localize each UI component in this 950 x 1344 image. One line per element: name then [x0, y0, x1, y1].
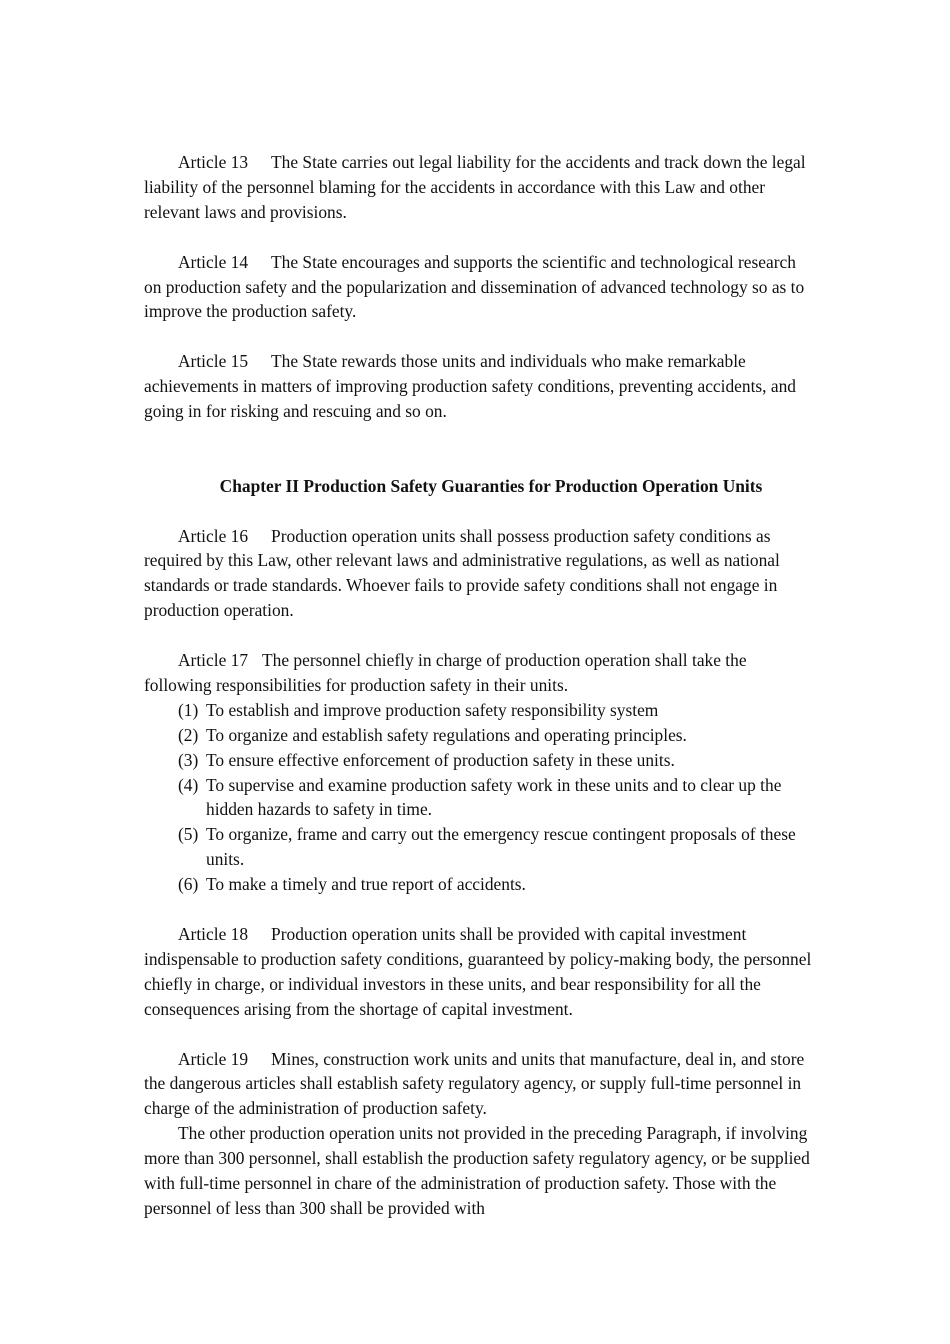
list-number: (3) [178, 749, 199, 770]
document-page [144, 150, 814, 1221]
list-item [144, 872, 814, 897]
article-19 [144, 1047, 814, 1122]
article-label: Article 14 [178, 251, 249, 272]
responsibility-list [144, 698, 814, 897]
article-label: Article 15 [178, 351, 249, 372]
list-item [144, 748, 814, 773]
article-19-paragraph-2: The other production operation units not provided in the preceding Paragraph, if involving more than 300 personnel, shall establish the production safety regulatory agency, or be supplied with full-time personnel in chare of the administration of production safety. Those with the personnel of less than 300 shall be provided with [144, 1123, 810, 1218]
list-text: To establish and improve production safety responsibility system [206, 699, 659, 720]
article-17 [144, 648, 814, 698]
article-13 [144, 150, 814, 225]
list-text: To organize and establish safety regulations and operating principles. [206, 724, 687, 745]
article-label: Article 13 [178, 152, 249, 172]
list-number: (5) [178, 824, 199, 845]
list-item [144, 723, 814, 748]
article-14 [144, 250, 814, 325]
list-text: To make a timely and true report of accidents. [206, 874, 526, 895]
article-text: Production operation units shall possess production safety conditions as required by this Law, other relevant laws and administrative regulations, as well as national standards or trade standards. Whoever fails to provide safety conditions shall not engage in production operation. [144, 525, 780, 621]
article-text: The State carries out legal liability for the accidents and track down the legal liability of the personnel blaming for the accidents in accordance with this Law and other relevant laws and provisions. [144, 152, 806, 222]
article-label: Article 17 [178, 650, 249, 671]
article-text: The personnel chiefly in charge of production operation shall take the following responsibilities for production safety in their units. [144, 650, 747, 695]
list-text: To organize, frame and carry out the emergency rescue contingent proposals of these units. [206, 824, 796, 870]
article-text: Production operation units shall be provided with capital investment indispensable to production safety conditions, guaranteed by policy-making body, the personnel chiefly in charge, or individual investors in these units, and bear responsibility for all the consequences arising from the shortage of capital investment. [144, 924, 812, 1019]
article-16 [144, 524, 814, 624]
article-label: Article 19 [178, 1048, 249, 1069]
list-item [144, 822, 814, 872]
list-number: (1) [178, 699, 199, 720]
article-15 [144, 349, 814, 424]
list-item [144, 773, 814, 823]
article-label: Article 18 [178, 924, 249, 944]
article-label: Article 16 [178, 525, 249, 546]
article-text: Mines, construction work units and units that manufacture, deal in, and store the dangerous articles shall establish safety regulatory agency, or supply full-time personnel in charge of the administration of production safety. [144, 1048, 805, 1119]
list-item [144, 698, 814, 723]
list-text: To supervise and examine production safety work in these units and to clear up the hidden hazards to safety in time. [206, 774, 782, 820]
list-number: (4) [178, 774, 199, 795]
chapter-heading: Chapter II Production Safety Guaranties for Production Operation Units [219, 475, 763, 496]
article-18 [144, 922, 814, 1022]
article-text: The State encourages and supports the scientific and technological research on production safety and the popularization and dissemination of advanced technology so as to improve the production safety. [144, 251, 805, 322]
list-number: (2) [178, 724, 199, 745]
list-text: To ensure effective enforcement of production safety in these units. [206, 749, 675, 770]
article-text: The State rewards those units and individuals who make remarkable achievements in matters of improving production safety conditions, preventing accidents, and going in for risking and rescuing and so on. [144, 351, 796, 422]
list-number: (6) [178, 874, 199, 895]
